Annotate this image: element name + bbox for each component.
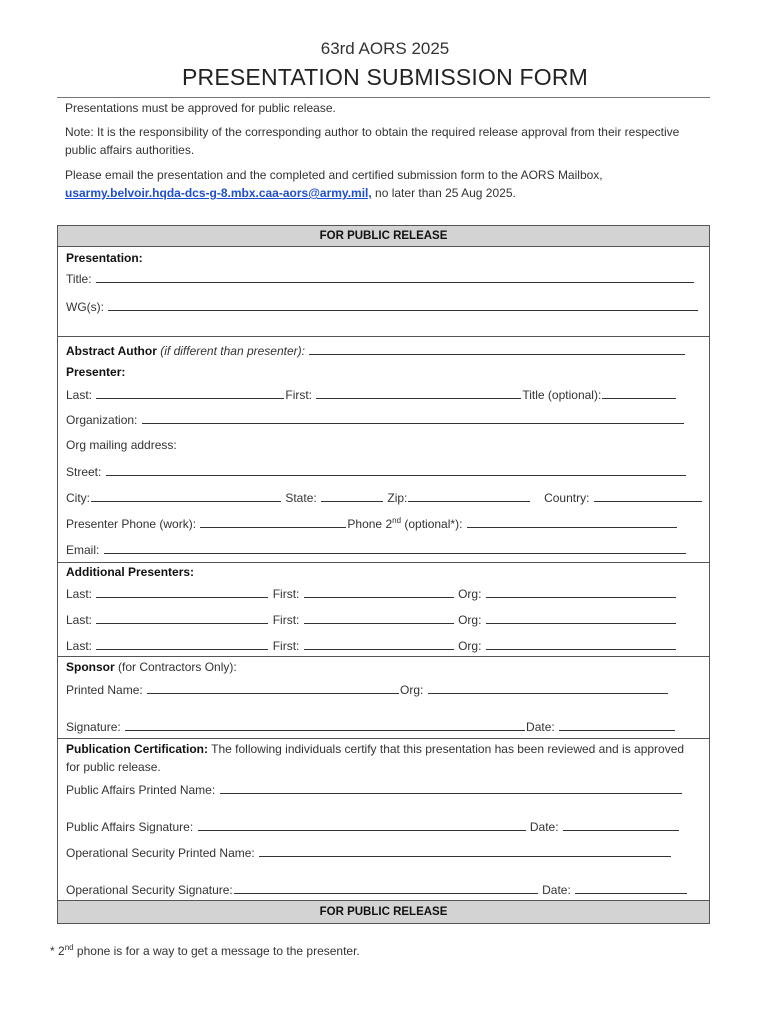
presenter-name-row <box>66 387 677 402</box>
presenter-title-field[interactable] <box>602 387 676 399</box>
additional-org-field[interactable] <box>486 586 676 598</box>
certification-text: The following individuals certify that this presentation has been reviewed and is approved <box>208 742 685 756</box>
presenter-last-field[interactable] <box>96 387 284 399</box>
presenter-title-label: Title (optional): <box>522 388 602 402</box>
wg-label: WG(s): <box>66 300 104 314</box>
pa-date-label: Date: <box>529 820 559 834</box>
opsec-signature-label: Operational Security Signature: <box>66 883 233 897</box>
sponsor-signature-field[interactable] <box>125 719 525 731</box>
phone-work-label: Presenter Phone (work): <box>66 517 197 531</box>
city-label: City: <box>66 491 90 505</box>
sponsor-heading: Sponsor <box>66 660 115 674</box>
title-divider <box>57 97 710 98</box>
sponsor-date-field[interactable] <box>559 719 675 731</box>
sponsor-org-field[interactable] <box>428 682 668 694</box>
pa-printed-field[interactable] <box>220 782 682 794</box>
additional-last-field[interactable] <box>96 586 268 598</box>
additional-org-field[interactable] <box>486 612 676 624</box>
public-release-banner-top: FOR PUBLIC RELEASE <box>57 225 710 247</box>
phone-row <box>66 516 678 531</box>
section-divider <box>57 738 710 739</box>
additional-last-label: Last: <box>66 587 93 601</box>
opsec-signature-field[interactable] <box>234 882 538 894</box>
abstract-author-note: (if different than presenter): <box>160 344 305 358</box>
public-release-banner-bottom: FOR PUBLIC RELEASE <box>57 900 710 924</box>
organization-row <box>66 412 685 427</box>
additional-org-field[interactable] <box>486 638 676 650</box>
presentation-title-row <box>66 271 695 286</box>
sponsor-note: (for Contractors Only): <box>114 660 237 674</box>
presentation-heading: Presentation: <box>66 251 143 265</box>
organization-field[interactable] <box>142 412 684 424</box>
presenter-first-label: First: <box>285 388 313 402</box>
abstract-author-label: Abstract Author <box>66 344 157 358</box>
pa-signature-label: Public Affairs Signature: <box>66 820 194 834</box>
additional-first-field[interactable] <box>304 638 454 650</box>
zip-label: Zip: <box>387 491 408 505</box>
pa-date-field[interactable] <box>563 819 679 831</box>
state-field[interactable] <box>321 490 383 502</box>
pa-signature-row <box>66 819 680 834</box>
wg-row <box>66 299 699 314</box>
additional-first-label: First: <box>272 613 300 627</box>
intro-note: Note: It is the responsibility of the corresponding author to obtain the required release approval from their respective public affairs authorities. <box>65 125 680 157</box>
state-label: State: <box>285 491 317 505</box>
additional-presenter-row <box>66 586 677 601</box>
additional-org-label: Org: <box>458 587 482 601</box>
wg-field[interactable] <box>108 299 698 311</box>
opsec-printed-field[interactable] <box>259 845 671 857</box>
certification-heading: Publication Certification: <box>66 742 209 756</box>
presenter-first-field[interactable] <box>316 387 521 399</box>
country-field[interactable] <box>594 490 702 502</box>
opsec-printed-label: Operational Security Printed Name: <box>66 846 255 860</box>
additional-presenter-row <box>66 612 677 627</box>
additional-last-field[interactable] <box>96 612 268 624</box>
email-row <box>66 542 687 557</box>
phone2-label: Phone 2nd (optional*): <box>347 516 463 531</box>
sponsor-signature-label: Signature: <box>66 720 121 734</box>
email-field[interactable] <box>104 542 686 554</box>
city-field[interactable] <box>91 490 281 502</box>
pa-printed-label: Public Affairs Printed Name: <box>66 783 216 797</box>
email-label: Email: <box>66 543 100 557</box>
title-label: Title: <box>66 272 92 286</box>
additional-first-field[interactable] <box>304 586 454 598</box>
title-field[interactable] <box>96 271 694 283</box>
additional-last-label: Last: <box>66 613 93 627</box>
email-instruction-text: Please email the presentation and the completed and certified submission form to the AORS Mailbox, <box>65 168 603 182</box>
organization-label: Organization: <box>66 413 138 427</box>
additional-org-label: Org: <box>458 613 482 627</box>
mailing-address-label: Org mailing address: <box>66 438 177 452</box>
sponsor-printed-field[interactable] <box>147 682 399 694</box>
pa-signature-field[interactable] <box>198 819 526 831</box>
abstract-author-row <box>66 343 686 358</box>
additional-first-label: First: <box>272 639 300 653</box>
additional-last-field[interactable] <box>96 638 268 650</box>
additional-first-label: First: <box>272 587 300 601</box>
intro-email-instructions <box>65 166 705 202</box>
section-divider <box>57 656 710 657</box>
section-divider <box>57 562 710 563</box>
city-state-row <box>66 490 703 505</box>
deadline-text: no later than 25 Aug 2025. <box>371 186 516 200</box>
sponsor-org-label: Org: <box>400 683 424 697</box>
additional-presenters-heading: Additional Presenters: <box>66 565 195 579</box>
opsec-signature-row <box>66 882 688 897</box>
sponsor-date-label: Date: <box>526 720 555 734</box>
country-label: Country: <box>544 491 590 505</box>
street-row <box>66 464 687 479</box>
intro-approval: Presentations must be approved for public release. <box>65 101 336 115</box>
presenter-heading: Presenter: <box>66 365 126 379</box>
form-title: PRESENTATION SUBMISSION FORM <box>182 64 588 90</box>
abstract-author-field[interactable] <box>309 343 685 355</box>
section-divider <box>57 336 710 337</box>
phone2-field[interactable] <box>467 516 677 528</box>
presenter-last-label: Last: <box>66 388 93 402</box>
additional-last-label: Last: <box>66 639 93 653</box>
street-label: Street: <box>66 465 102 479</box>
opsec-date-label: Date: <box>542 883 571 897</box>
opsec-printed-row <box>66 845 672 860</box>
additional-org-label: Org: <box>458 639 482 653</box>
pa-printed-row <box>66 782 683 797</box>
sponsor-printed-label: Printed Name: <box>66 683 143 697</box>
certification-row <box>66 742 684 756</box>
aors-mailbox-link[interactable]: usarmy.belvoir.hqda-dcs-g-8.mbx.caa-aors@army.mil, <box>65 186 372 200</box>
sponsor-heading-row <box>66 660 237 674</box>
additional-first-field[interactable] <box>304 612 454 624</box>
street-field[interactable] <box>106 464 686 476</box>
additional-presenter-row <box>66 638 677 653</box>
certification-text-continued: for public release. <box>66 760 161 774</box>
zip-field[interactable] <box>408 490 530 502</box>
sponsor-signature-row <box>66 719 676 734</box>
phone-work-field[interactable] <box>200 516 346 528</box>
opsec-date-field[interactable] <box>575 882 687 894</box>
footnote: * 2nd phone is for a way to get a message to the presenter. <box>50 943 360 958</box>
sponsor-name-row <box>66 682 669 697</box>
event-name: 63rd AORS 2025 <box>320 39 450 58</box>
